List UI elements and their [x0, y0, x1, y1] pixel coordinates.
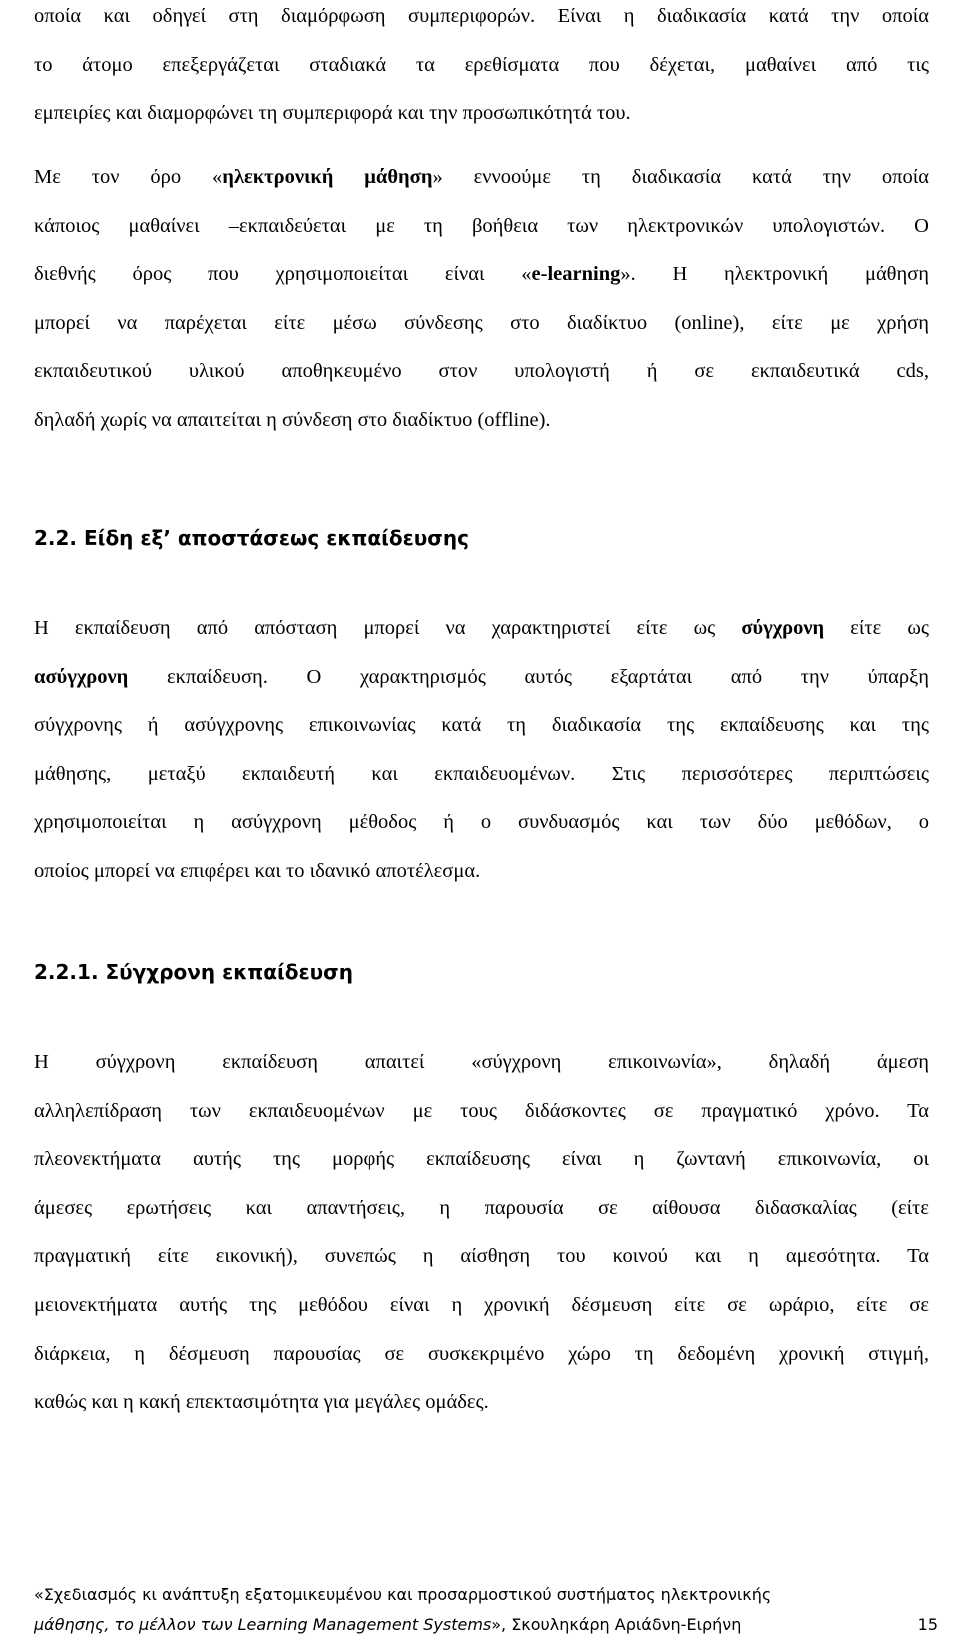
text-line: δηλαδή χωρίς να απαιτείται η σύνδεση στο διαδίκτυο (offline). — [34, 408, 551, 431]
text-line: μάθησης, μεταξύ εκπαιδευτή και εκπαιδευομένων. Στις περισσότερες περιπτώσεις — [34, 762, 929, 785]
bold-term-elearning-greek: ηλεκτρονική μάθηση — [222, 166, 433, 188]
text-line — [34, 250, 929, 299]
text-line: μπορεί να παρέχεται είτε μέσω σύνδεσης στο διαδίκτυο (online), είτε με χρήση — [34, 311, 929, 334]
text-line — [34, 153, 929, 202]
text-line: πλεονεκτήματα αυτής της μορφής εκπαίδευσης είναι η ζωντανή επικοινωνία, οι — [34, 1148, 929, 1171]
types-paragraph — [34, 604, 929, 896]
text-line: το άτομο επεξεργάζεται σταδιακά τα ερεθίσματα που δέχεται, μαθαίνει από τις — [34, 53, 929, 76]
synchronous-paragraph — [34, 1038, 929, 1427]
footer-line: «Σχεδιασμός κι ανάπτυξη εξατομικευμένου και προσαρμοστικού συστήματος ηλεκτρονικής — [34, 1585, 772, 1604]
bold-term-synchronous: σύγχρονη — [741, 617, 825, 639]
text-line — [34, 653, 929, 702]
text-line: πραγματική είτε εικονική), συνεπώς η αίσθηση του κοινού και η αμεσότητα. Τα — [34, 1245, 929, 1268]
elearning-paragraph — [34, 153, 929, 445]
bold-term-elearning: e-learning — [531, 263, 621, 286]
text-fragment: εκπαίδευση. Ο χαρακτηρισμός αυτός εξαρτάται από την ύπαρξη — [167, 665, 930, 688]
text-line: διάρκεια, η δέσμευση παρουσίας σε συσκεκριμένο χώρο τη δεδομένη χρονική στιγμή, — [34, 1342, 929, 1365]
page-number: 15 — [917, 1615, 938, 1634]
text-line: μειονεκτήματα αυτής της μεθόδου είναι η χρονική δέσμευση είτε σε ωράριο, είτε σε — [34, 1293, 929, 1316]
text-fragment: » εννοούμε τη διαδικασία κατά την οποία — [432, 166, 929, 188]
text-line: Η σύγχρονη εκπαίδευση απαιτεί «σύγχρονη επικοινωνία», δηλαδή άμεση — [34, 1051, 929, 1073]
text-fragment: ». Η ηλεκτρονική μάθηση — [620, 263, 929, 286]
text-line: σύγχρονης ή ασύγχρονης επικοινωνίας κατά τη διαδικασία της εκπαίδευσης και της — [34, 714, 929, 737]
text-fragment: Η εκπαίδευση από απόσταση μπορεί να χαρακτηριστεί είτε ως — [34, 617, 716, 639]
text-line: αλληλεπίδραση των εκπαιδευομένων με τους διδάσκοντες σε πραγματικό χρόνο. Τα — [34, 1099, 929, 1122]
text-line: καθώς και η κακή επεκτασιμότητα για μεγάλες ομάδες. — [34, 1391, 489, 1414]
text-line: εκπαιδευτικού υλικού αποθηκευμένο στον υπολογιστή ή σε εκπαιδευτικά cds, — [34, 360, 929, 383]
bold-term-asynchronous: ασύγχρονη — [34, 665, 129, 688]
text-fragment: είτε ως — [850, 617, 929, 639]
text-line: κάποιος μαθαίνει –εκπαιδεύεται με τη βοήθεια των ηλεκτρονικών υπολογιστών. Ο — [34, 214, 929, 237]
footer-italic-title: μάθησης, το μέλλον των Learning Management Systems — [34, 1615, 492, 1634]
text-line — [34, 604, 929, 653]
text-fragment: Με τον όρο « — [34, 166, 223, 188]
section-heading-2-2-1: 2.2.1. Σύγχρονη εκπαίδευση — [34, 960, 353, 984]
footer-line — [34, 1610, 934, 1640]
text-line: χρησιμοποιείται η ασύγχρονη μέθοδος ή ο συνδυασμός και των δύο μεθόδων, ο — [34, 811, 929, 834]
text-line: οποία και οδηγεί στη διαμόρφωση συμπεριφορών. Είναι η διαδικασία κατά την οποία — [34, 5, 929, 27]
page-footer — [34, 1580, 934, 1640]
text-fragment: διεθνής όρος που χρησιμοποιείται είναι « — [34, 263, 532, 286]
section-heading-2-2: 2.2. Είδη εξ’ αποστάσεως εκπαίδευσης — [34, 526, 469, 550]
intro-paragraph — [34, 0, 929, 138]
text-line: εμπειρίες και διαμορφώνει τη συμπεριφορά και την προσωπικότητά του. — [34, 102, 631, 125]
text-line: άμεσες ερωτήσεις και απαντήσεις, η παρουσία σε αίθουσα διδασκαλίας (είτε — [34, 1196, 929, 1219]
footer-author: », Σκουληκάρη Αριάδνη-Ειρήνη — [491, 1615, 742, 1634]
text-line: οποίος μπορεί να επιφέρει και το ιδανικό αποτέλεσμα. — [34, 859, 481, 882]
